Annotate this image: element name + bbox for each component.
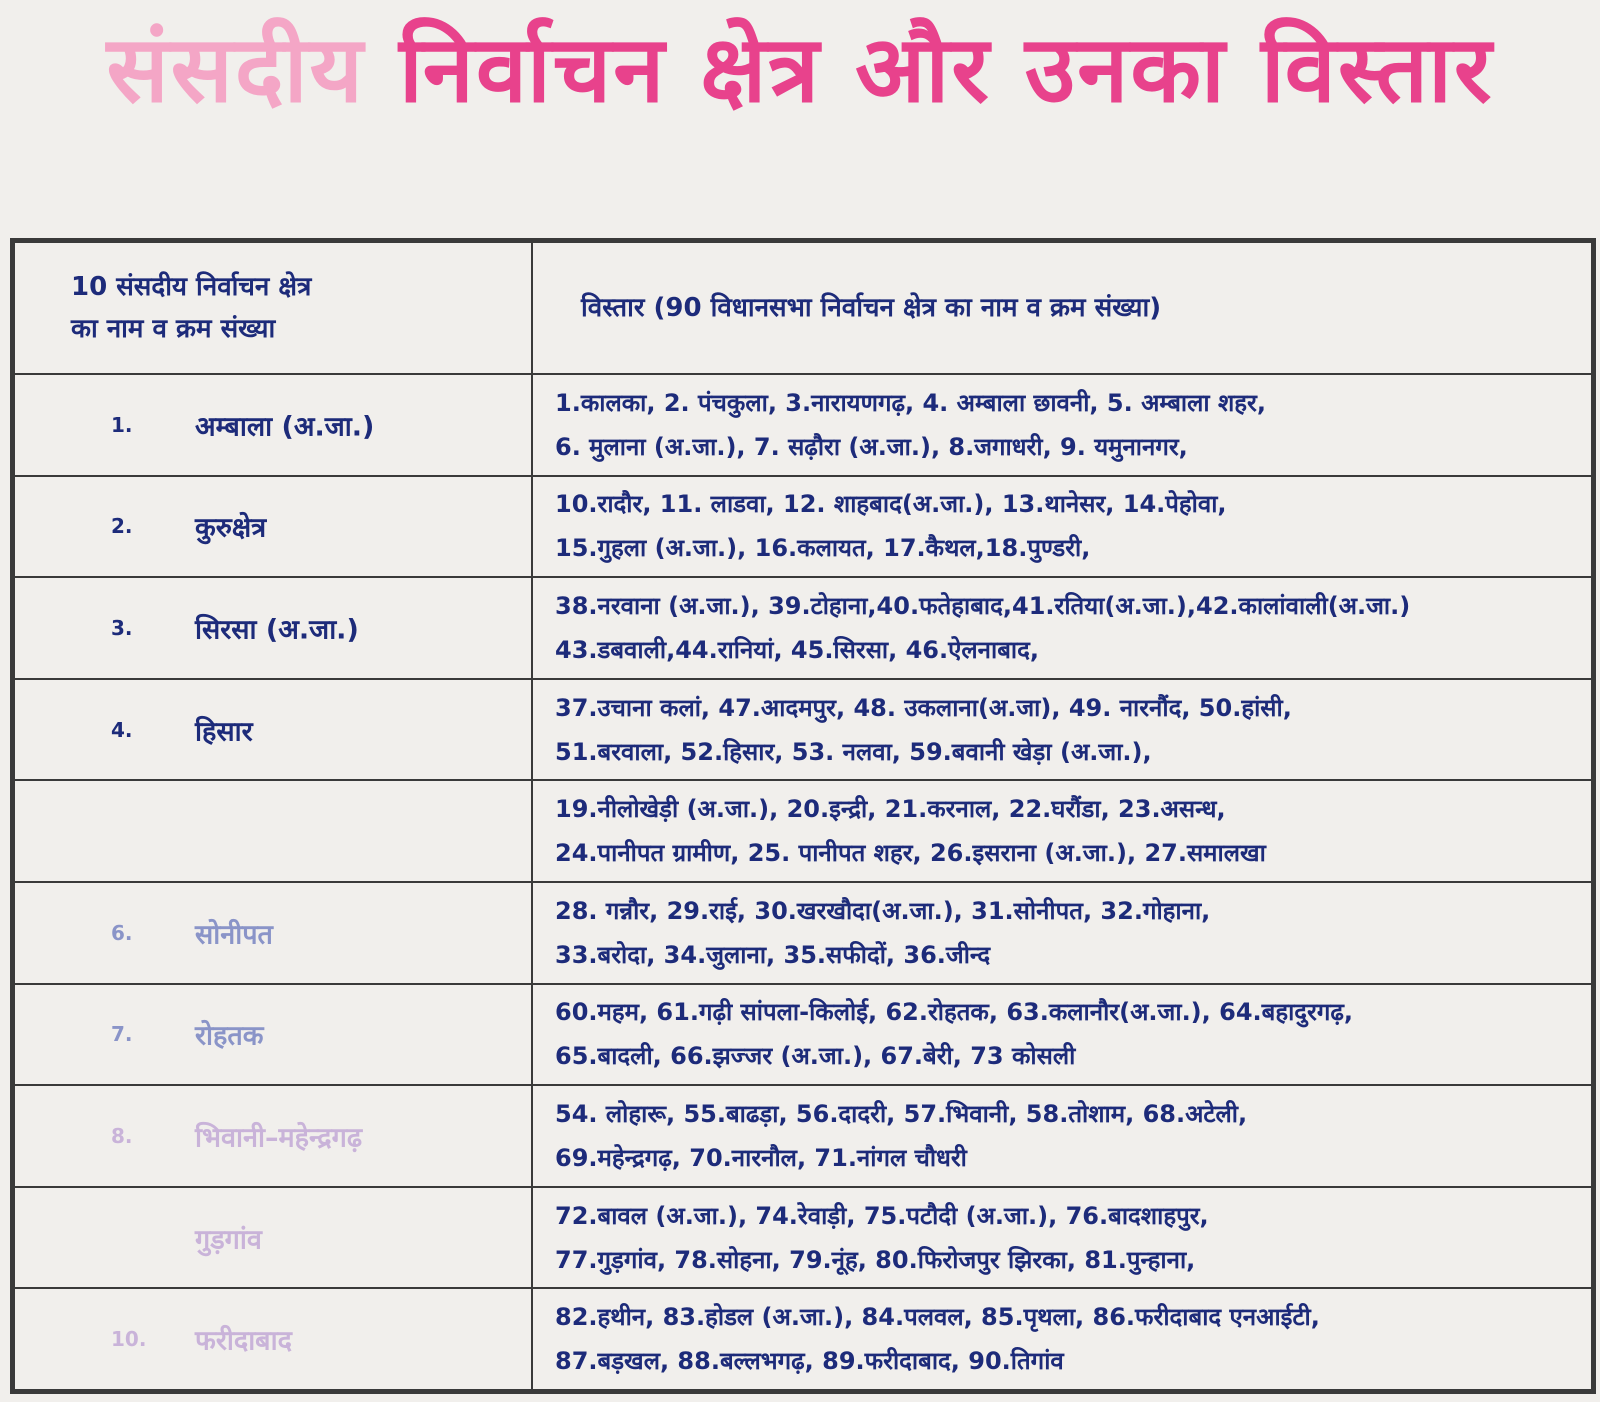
- assembly-line: 33.बरोदा, 34.जुलाना, 35.सफीदों, 36.जीन्द: [555, 940, 991, 969]
- assembly-line: 1.कालका, 2. पंचकुला, 3.नारायणगढ़, 4. अम्बाला छावनी, 5. अम्बाला शहर,: [555, 388, 1266, 417]
- seat-number: 1.: [111, 412, 133, 437]
- assembly-list: [532, 1187, 1592, 1289]
- seat-name: अम्बाला (अ.जा.): [195, 411, 375, 443]
- assembly-line: 54. लोहारू, 55.बाढड़ा, 56.दादरी, 57.भिवानी, 58.तोशाम, 68.अटेली,: [555, 1099, 1248, 1128]
- assembly-line: 43.डबवाली,44.रानियां, 45.सिरसा, 46.ऐलनाबाद,: [555, 635, 1039, 664]
- assembly-line: 24.पानीपत ग्रामीण, 25. पानीपत शहर, 26.इसराना (अ.जा.), 27.समालखा: [555, 839, 1266, 868]
- assembly-line: 60.महम, 61.गढ़ी सांपला-किलोई, 62.रोहतक, 63.कलानौर(अ.जा.), 64.बहादुरगढ़,: [555, 998, 1354, 1027]
- assembly-list: [532, 679, 1592, 781]
- seat-name: भिवानी–महेन्द्रगढ़: [195, 1122, 363, 1154]
- constituency-table: [10, 238, 1596, 1394]
- assembly-line: 82.हथीन, 83.होडल (अ.जा.), 84.पलवल, 85.पृथला, 86.फरीदाबाद एनआईटी,: [555, 1303, 1320, 1332]
- title-main-text: निर्वाचन क्षेत्र और उनका विस्तार: [398, 16, 1494, 123]
- assembly-list: [532, 577, 1592, 679]
- assembly-list: [532, 374, 1592, 476]
- seat-number: 7.: [111, 1022, 133, 1047]
- table-row: [14, 374, 1592, 476]
- assembly-list: [532, 476, 1592, 578]
- assembly-list: [532, 780, 1592, 882]
- assembly-line: 10.रादौर, 11. लाडवा, 12. शाहबाद(अ.जा.), 13.थानेसर, 14.पेहोवा,: [555, 490, 1227, 519]
- table-row: [14, 1288, 1592, 1390]
- table-row: [14, 1085, 1592, 1187]
- table-row: [14, 679, 1592, 781]
- seat-name: सिरसा (अ.जा.): [195, 614, 359, 646]
- seat-cell: [14, 374, 532, 476]
- seat-name: सोनीपत: [195, 919, 273, 951]
- assembly-line: 87.बड़खल, 88.बल्लभगढ़, 89.फरीदाबाद, 90.तिगांव: [555, 1347, 1064, 1376]
- assembly-line: 77.गुड़गांव, 78.सोहना, 79.नूंह, 80.फिरोजपुर झिरका, 81.पुन्हाना,: [555, 1245, 1196, 1274]
- table-header-row: [14, 242, 1592, 374]
- seat-number: 2.: [111, 514, 133, 539]
- assembly-line: 28. गन्नौर, 29.राई, 30.खरखौदा(अ.जा.), 31.सोनीपत, 32.गोहाना,: [555, 896, 1211, 925]
- assembly-list: [532, 984, 1592, 1086]
- table-row: [14, 780, 1592, 882]
- table-row: [14, 882, 1592, 984]
- assembly-line: 38.नरवाना (अ.जा.), 39.टोहाना,40.फतेहाबाद,41.रतिया(अ.जा.),42.कालांवाली(अ.जा.): [555, 591, 1411, 620]
- assembly-line: 6. मुलाना (अ.जा.), 7. सढ़ौरा (अ.जा.), 8.जगाधरी, 9. यमुनानगर,: [555, 432, 1188, 461]
- seat-cell: [14, 984, 532, 1086]
- table-row: [14, 984, 1592, 1086]
- seat-cell: [14, 1288, 532, 1390]
- table-row: [14, 1187, 1592, 1289]
- seat-cell: [14, 1187, 532, 1289]
- assembly-line: 19.नीलोखेड़ी (अ.जा.), 20.इन्द्री, 21.करनाल, 22.घरौंडा, 23.असन्ध,: [555, 795, 1226, 824]
- seat-number: 8.: [111, 1123, 133, 1148]
- header-constituency: [14, 242, 532, 374]
- assembly-line: 69.महेन्द्रगढ़, 70.नारनौल, 71.नांगल चौधरी: [555, 1143, 967, 1172]
- seat-cell: [14, 577, 532, 679]
- seat-number: 4.: [111, 717, 133, 742]
- assembly-line: 15.गुहला (अ.जा.), 16.कलायत, 17.कैथल,18.पुण्डरी,: [555, 534, 1091, 563]
- table-row: [14, 476, 1592, 578]
- assembly-line: 51.बरवाला, 52.हिसार, 53. नलवा, 59.बवानी खेड़ा (अ.जा.),: [555, 737, 1152, 766]
- seat-name: रोहतक: [195, 1020, 264, 1052]
- table-row: [14, 577, 1592, 679]
- seat-name: हिसार: [195, 716, 253, 748]
- seat-cell: [14, 882, 532, 984]
- seat-cell: [14, 679, 532, 781]
- seat-name: कुरुक्षेत्र: [195, 512, 267, 544]
- header-extent: विस्तार (90 विधानसभा निर्वाचन क्षेत्र का नाम व क्रम संख्या): [532, 242, 1592, 374]
- seat-number: 10.: [111, 1327, 147, 1352]
- seat-number: 6.: [111, 920, 133, 945]
- seat-number: 3.: [111, 615, 133, 640]
- seat-cell: [14, 780, 532, 882]
- assembly-line: 72.बावल (अ.जा.), 74.रेवाड़ी, 75.पटौदी (अ.जा.), 76.बादशाहपुर,: [555, 1201, 1209, 1230]
- header-constituency-line2: का नाम व क्रम संख्या: [71, 314, 276, 344]
- assembly-list: [532, 882, 1592, 984]
- title-faded-word: संसदीय: [106, 16, 365, 123]
- seat-name: गुड़गांव: [195, 1224, 262, 1256]
- header-constituency-line1: 10 संसदीय निर्वाचन क्षेत्र: [71, 272, 312, 302]
- seat-name: फरीदाबाद: [195, 1325, 292, 1357]
- assembly-list: [532, 1085, 1592, 1187]
- page-title: [0, 0, 1600, 140]
- assembly-list: [532, 1288, 1592, 1390]
- assembly-line: 37.उचाना कलां, 47.आदमपुर, 48. उकलाना(अ.जा), 49. नारनौंद, 50.हांसी,: [555, 693, 1292, 722]
- seat-cell: [14, 1085, 532, 1187]
- assembly-line: 65.बादली, 66.झज्जर (अ.जा.), 67.बेरी, 73 कोसली: [555, 1042, 1076, 1071]
- seat-cell: [14, 476, 532, 578]
